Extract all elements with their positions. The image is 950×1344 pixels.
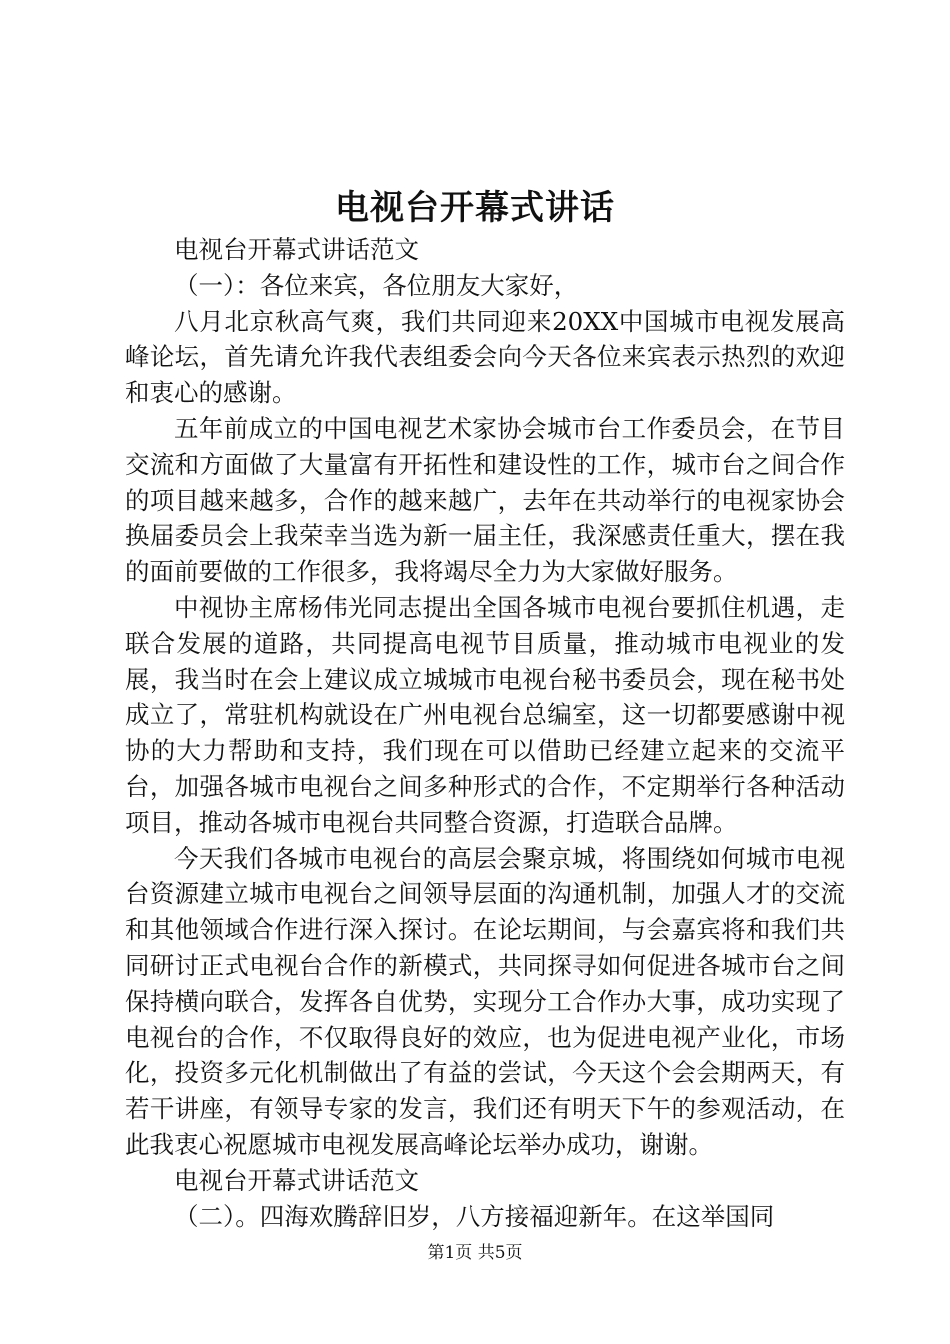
paragraph-opening: 八月北京秋高气爽，我们共同迎来20XX中国城市电视发展高峰论坛，首先请允许我代表组委会向今天各位来宾表示热烈的欢迎和衷心的感谢。 (125, 306, 845, 408)
document-body (125, 232, 845, 1234)
paragraph-second-speech: （二）。四海欢腾辞旧岁，八方接福迎新年。在这举国同 (174, 1201, 775, 1231)
paragraph-subtitle-1: 电视台开幕式讲话范文 (174, 235, 419, 264)
paragraph-greeting: （一）：各位来宾，各位朋友大家好， (174, 270, 579, 300)
document-title: 电视台开幕式讲话 (335, 188, 615, 228)
paragraph-cooperation: 中视协主席杨伟光同志提出全国各城市电视台要抓住机遇，走联合发展的道路，共同提高电视节目质量，推动城市电视业的发展，我当时在会上建议成立城城市电视台秘书委员会，现在秘书处成立了，常驻机构就设在广州电视台总编室，这一切都要感谢中视协的大力帮助和支持，我们现在可以借助已经建立起来的交流平台，加强各城市电视台之间多种形式的合作，不定期举行各种活动项目，推动各城市电视台共同整合资源，打造联合品牌。 (125, 592, 845, 837)
paragraph-subtitle-2: 电视台开幕式讲话范文 (174, 1165, 419, 1195)
paragraph-forum: 今天我们各城市电视台的高层会聚京城，将围绕如何城市电视台资源建立城市电视台之间领导层面的沟通机制，加强人才的交流和其他领域合作进行深入探讨。在论坛期间，与会嘉宾将和我们共同研讨正式电视台合作的新模式，共同探寻如何促进各城市台之间保持横向联合，发挥各自优势，实现分工合作办大事，成功实现了电视台的合作，不仅取得良好的效应，也为促进电视产业化，市场化，投资多元化机制做出了有益的尝试，今天这个会会期两天，有若干讲座，有领导专家的发言，我们还有明天下午的参观活动，在此我衷心祝愿城市电视发展高峰论坛举办成功，谢谢。 (125, 843, 845, 1159)
page-footer: 第1页 共5页 (427, 1243, 523, 1263)
paragraph-committee: 五年前成立的中国电视艺术家协会城市台工作委员会，在节目交流和方面做了大量富有开拓性和建设性的工作，城市台之间合作的项目越来越多，合作的越来越广，去年在共动举行的电视家协会换届委员会上我荣幸当选为新一届主任，我深感责任重大，摆在我的面前要做的工作很多，我将竭尽全力为大家做好服务。 (125, 413, 845, 587)
